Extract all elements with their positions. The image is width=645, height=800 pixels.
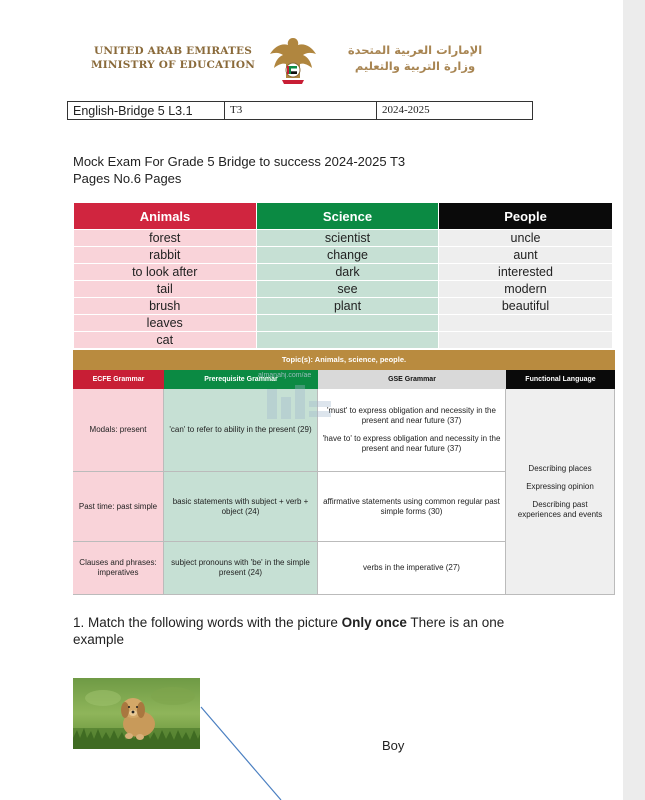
ministry-name-ar: وزارة التربية والتعليم bbox=[354, 59, 476, 73]
vocab-cell bbox=[439, 315, 613, 332]
exam-title: Mock Exam For Grade 5 Bridge to success 2024-2025 T3 bbox=[73, 154, 406, 169]
prerequisite-cell: basic statements with subject + verb + object (24) bbox=[164, 472, 318, 542]
vocab-cell: uncle bbox=[439, 230, 613, 247]
vocab-row bbox=[74, 298, 613, 315]
ecfe-cell: Modals: present bbox=[73, 389, 164, 472]
course-name: English-Bridge 5 L3.1 bbox=[68, 102, 225, 119]
vocab-cell: aunt bbox=[439, 247, 613, 264]
country-name-en: UNITED ARAB EMIRATES bbox=[93, 45, 253, 57]
header-gse-grammar: GSE Grammar bbox=[318, 370, 506, 389]
question-1-text-end: There is an one example bbox=[73, 615, 505, 647]
functional-item: Describing places bbox=[528, 463, 592, 473]
vocab-cell: forest bbox=[74, 230, 257, 247]
question-1-emphasis: Only once bbox=[341, 615, 407, 630]
page-count: Pages No.6 Pages bbox=[73, 171, 182, 186]
vocab-cell: brush bbox=[74, 298, 257, 315]
vocab-cell: change bbox=[257, 247, 439, 264]
vocab-header-animals: Animals bbox=[74, 203, 257, 230]
vocab-row bbox=[74, 247, 613, 264]
vocab-cell: scientist bbox=[257, 230, 439, 247]
gse-cell bbox=[318, 389, 506, 472]
page-margin-strip bbox=[623, 0, 645, 800]
gse-text: 'have to' to express obligation and necessity in the present and near future (37) bbox=[322, 434, 501, 453]
vocab-cell: rabbit bbox=[74, 247, 257, 264]
academic-year: 2024-2025 bbox=[382, 104, 430, 116]
vocab-cell bbox=[439, 332, 613, 349]
vocab-cell: modern bbox=[439, 281, 613, 298]
vocab-cell: see bbox=[257, 281, 439, 298]
vocabulary-table bbox=[73, 202, 613, 349]
vocab-cell: cat bbox=[74, 332, 257, 349]
ministry-name-en: MINISTRY OF EDUCATION bbox=[90, 59, 256, 71]
prerequisite-cell: subject pronouns with 'be' in the simple present (24) bbox=[164, 542, 318, 595]
vocab-cell: plant bbox=[257, 298, 439, 315]
prerequisite-cell: 'can' to refer to ability in the present (29) bbox=[164, 389, 318, 472]
vocab-row bbox=[74, 264, 613, 281]
gse-text: 'must' to express obligation and necessity in the present and near future (37) bbox=[327, 406, 496, 425]
ministry-name-arabic bbox=[330, 42, 500, 74]
vocab-cell: dark bbox=[257, 264, 439, 281]
grammar-body bbox=[73, 389, 615, 595]
vocab-cell bbox=[257, 315, 439, 332]
vocab-header-people: People bbox=[439, 203, 613, 230]
header-ecfe-grammar: ECFE Grammar bbox=[73, 370, 164, 389]
header-prerequisite-grammar: Prerequisite Grammar bbox=[164, 370, 318, 389]
header-functional-language: Functional Language bbox=[506, 370, 615, 389]
term-label: T3 bbox=[225, 102, 377, 119]
gse-cell: verbs in the imperative (27) bbox=[318, 542, 506, 595]
site-watermark: almanahj.com/ae bbox=[258, 372, 312, 379]
exam-title-block bbox=[73, 153, 405, 187]
vocab-cell: interested bbox=[439, 264, 613, 281]
uae-falcon-emblem-icon bbox=[262, 34, 324, 88]
puppy-on-grass-photo-icon bbox=[73, 678, 200, 749]
course-info-row bbox=[67, 101, 533, 120]
vocab-header-science: Science bbox=[257, 203, 439, 230]
vocab-cell: to look after bbox=[74, 264, 257, 281]
match-word-boy: Boy bbox=[382, 738, 405, 753]
watermark-logo-icon bbox=[263, 381, 335, 429]
vocab-cell: tail bbox=[74, 281, 257, 298]
question-1-text: 1. Match the following words with the picture bbox=[73, 615, 342, 630]
functional-item: Describing past experiences and events bbox=[517, 499, 603, 519]
functional-language-cell bbox=[506, 389, 615, 595]
vocab-header-row bbox=[74, 203, 613, 230]
grammar-table bbox=[73, 350, 615, 595]
topic-bar: Topic(s): Animals, science, people. bbox=[73, 350, 615, 370]
ecfe-cell: Past time: past simple bbox=[73, 472, 164, 542]
ecfe-cell: Clauses and phrases: imperatives bbox=[73, 542, 164, 595]
ministry-name-english bbox=[88, 44, 258, 72]
vocab-row bbox=[74, 281, 613, 298]
question-1-prompt bbox=[73, 614, 513, 648]
vocab-cell: beautiful bbox=[439, 298, 613, 315]
vocab-row bbox=[74, 332, 613, 349]
functional-item: Expressing opinion bbox=[526, 481, 594, 491]
country-name-ar: الإمارات العربية المتحدة bbox=[347, 43, 483, 57]
vocab-row bbox=[74, 315, 613, 332]
vocab-cell: leaves bbox=[74, 315, 257, 332]
vocab-row bbox=[74, 230, 613, 247]
gse-cell: affirmative statements using common regular past simple forms (30) bbox=[318, 472, 506, 542]
vocab-cell bbox=[257, 332, 439, 349]
